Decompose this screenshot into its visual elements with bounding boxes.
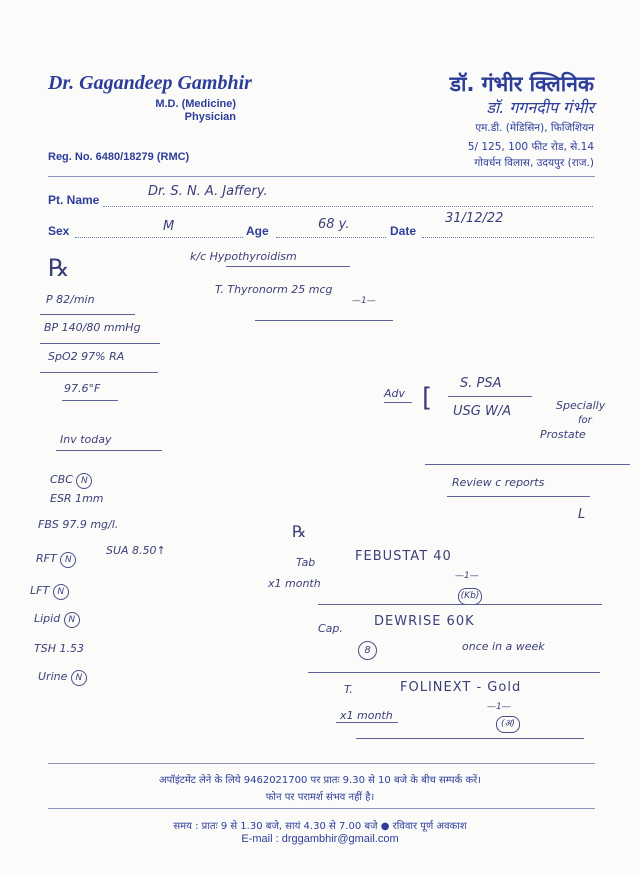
vital-spo2: SpO2 97% RA [48, 350, 125, 363]
advice-label: Adv [384, 387, 406, 400]
temp-underline [62, 400, 118, 401]
appointment-note: अपॉइंटमेंट लेने के लिये 9462021700 पर प्रातः 9.30 से 10 बजे के बीच सम्पर्क करें। [158, 775, 482, 786]
investigations-heading: Inv today [60, 433, 112, 446]
inv-sua: SUA 8.50↑ [106, 544, 166, 557]
rx2-symbol: ℞ [292, 522, 307, 541]
advice-test-usg: USG W/A [453, 404, 512, 419]
doctor-degree-hindi: एम.डी. (मेडिसिन), फिजिशियन [475, 122, 594, 134]
febustat-divider [318, 604, 602, 605]
diagnosis: k/c Hypothyroidism [190, 250, 297, 263]
date-line [422, 236, 594, 238]
rx-symbol: ℞ [48, 254, 70, 282]
vital-pulse: P 82/min [46, 293, 95, 306]
clinic-timings: समय : प्रातः 9 से 1.30 बजे, सायं 4.30 से 7.00 बजे ● रविवार पूर्ण अवकाश [173, 821, 467, 832]
investigations-underline [56, 450, 162, 451]
doctor-degree: M.D. (Medicine) [155, 98, 236, 110]
medication-febustat: FEBUSTAT 40 [355, 549, 452, 564]
advice-note-specially: Specially [556, 399, 606, 412]
febustat-prefix: Tab [296, 556, 316, 569]
bp-underline [40, 343, 160, 344]
dewrise-prefix: Cap. [318, 622, 343, 635]
inv-esr: ESR 1mm [50, 492, 104, 505]
folinext-dose: —1— [487, 702, 511, 712]
inv-lft-normal-mark: N [53, 584, 69, 600]
inv-fbs: FBS 97.9 mg/l. [38, 518, 119, 531]
medication-thyronorm: T. Thyronorm 25 mcg [215, 283, 333, 296]
pulse-underline [40, 314, 135, 315]
inv-urine-normal-mark: N [71, 670, 87, 686]
inv-rft-label: RFT [36, 552, 57, 565]
inv-rft [36, 552, 76, 568]
advice-divider [425, 464, 630, 465]
diagnosis-underline [226, 266, 350, 267]
patient-name-label: Pt. Name [48, 193, 100, 207]
registration-number: Reg. No. 6480/18279 (RMC) [48, 151, 190, 163]
doctor-role: Physician [184, 111, 236, 123]
clinic-email: E-mail : drggambhir@gmail.com [241, 833, 399, 845]
inv-lft-label: LFT [30, 584, 50, 597]
header-divider [48, 176, 595, 177]
folinext-duration-underline [336, 722, 398, 723]
review-note: Review c reports [452, 476, 545, 489]
spo2-underline [40, 372, 158, 373]
inv-cbc-label: CBC [50, 473, 73, 486]
febustat-duration: x1 month [268, 577, 321, 590]
inv-cbc [50, 473, 92, 489]
dewrise-qty-mark: 8 [358, 641, 377, 660]
clinic-address-line2: गोवर्धन विलास, उदयपुर (राज.) [474, 157, 594, 169]
folinext-timing-mark: (अ) [496, 716, 520, 733]
advice-note-prostate: Prostate [540, 428, 586, 441]
thyronorm-dose: —1— [352, 296, 376, 306]
age-label: Age [246, 224, 269, 238]
inv-lipid-label: Lipid [34, 612, 61, 625]
sex-value: M [163, 219, 175, 234]
inv-rft-normal-mark: N [60, 552, 76, 568]
review-sign: L [578, 507, 586, 522]
clinic-name-hindi: डॉ. गंभीर क्लिनिक [449, 72, 594, 96]
medication-dewrise: DEWRISE 60K [374, 614, 475, 629]
medication-folinext: FOLINEXT - Gold [400, 680, 522, 695]
psa-underline [448, 396, 532, 397]
doctor-name: Dr. Gagandeep Gambhir [48, 72, 252, 94]
thyronorm-underline [255, 320, 393, 321]
vital-temp: 97.6°F [64, 382, 101, 395]
date-label: Date [390, 224, 417, 238]
footer-divider-bottom [48, 808, 595, 809]
age-line [276, 236, 386, 238]
inv-lft [30, 584, 69, 600]
sex-label: Sex [48, 224, 70, 238]
febustat-dose: —1— [455, 571, 479, 581]
inv-lipid-normal-mark: N [64, 612, 80, 628]
doctor-name-hindi: डॉ. गगनदीप गंभीर [486, 98, 594, 117]
advice-test-psa: S. PSA [460, 376, 502, 391]
vital-bp: BP 140/80 mmHg [44, 321, 141, 334]
inv-lipid [34, 612, 80, 628]
inv-tsh: TSH 1.53 [34, 642, 84, 655]
inv-cbc-normal-mark: N [76, 473, 92, 489]
footer-divider-top [48, 763, 595, 764]
advice-note-for: for [578, 415, 592, 426]
age-value: 68 y. [318, 217, 350, 232]
phone-consult-note: फोन पर परामर्श संभव नहीं है। [265, 792, 375, 803]
advice-underline [384, 402, 412, 403]
patient-name-line [103, 205, 593, 207]
patient-name-value: Dr. S. N. A. Jaffery. [148, 184, 268, 199]
folinext-prefix: T. [344, 683, 353, 696]
febustat-timing [458, 588, 482, 605]
clinic-address-line1: 5/ 125, 100 फीट रोड, से.14 [467, 141, 594, 153]
dewrise-frequency: once in a week [462, 640, 545, 653]
folinext-divider [356, 738, 584, 739]
review-underline [447, 496, 590, 497]
inv-urine-label: Urine [38, 670, 68, 683]
dewrise-qty [358, 641, 377, 660]
dewrise-divider [308, 672, 600, 673]
folinext-duration: x1 month [340, 709, 393, 722]
advice-bracket: [ [422, 383, 433, 413]
sex-line [75, 236, 243, 238]
date-value: 31/12/22 [445, 211, 504, 226]
folinext-timing [496, 716, 520, 733]
inv-urine [38, 670, 87, 686]
febustat-timing-mark: (Kb) [458, 588, 482, 605]
